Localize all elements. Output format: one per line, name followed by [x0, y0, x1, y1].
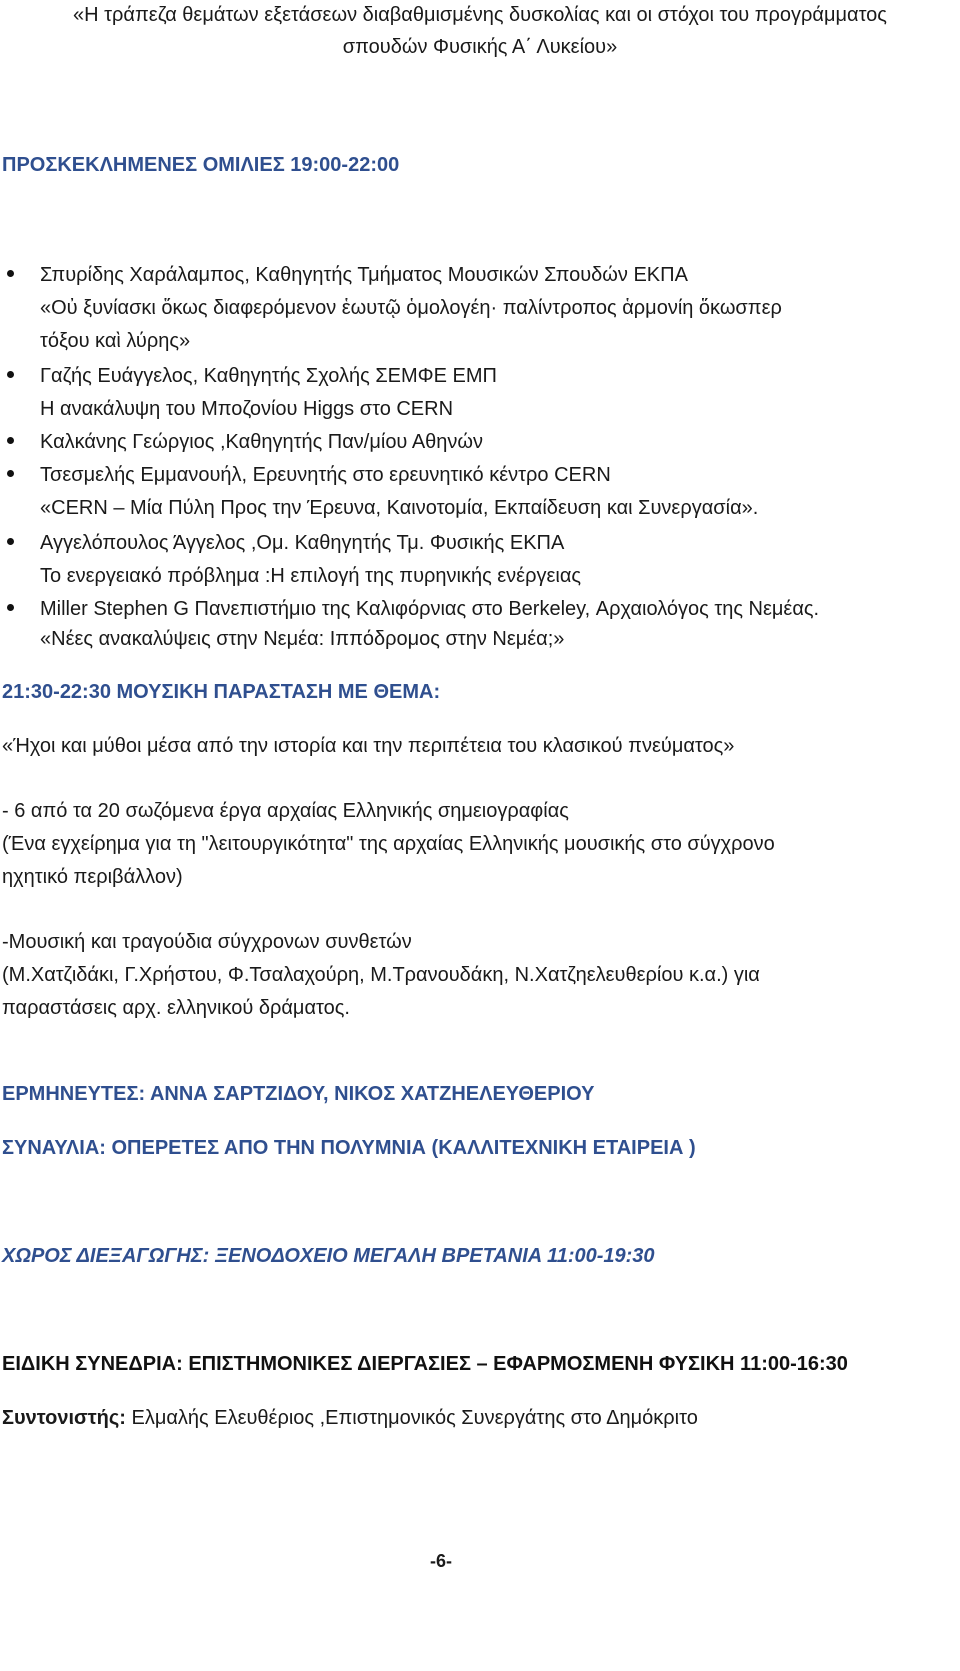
- speaker-5: Αγγελόπουλος Άγγελος ,Ομ. Καθηγητής Τμ. Φυσικής ΕΚΠΑ: [40, 532, 565, 554]
- music-part1-line-3: ηχητικό περιβάλλον): [2, 866, 183, 888]
- music-part1-line-1: - 6 από τα 20 σωζόμενα έργα αρχαίας Ελληνικής σημειογραφίας: [2, 800, 569, 822]
- bullet-icon: [7, 437, 14, 444]
- music-theme: «Ήχοι και μύθοι μέσα από την ιστορία και την περιπέτεια του κλασικού πνεύματος»: [2, 735, 735, 757]
- coordinator-value: Ελμαλής Ελευθέριος ,Επιστημονικός Συνεργάτης στο Δημόκριτο: [125, 1407, 698, 1429]
- performers-line: ΕΡΜΗΝΕΥΤΕΣ: ΑΝΝΑ ΣΑΡΤΖΙΔΟΥ, ΝΙΚΟΣ ΧΑΤΖΗΕΛΕΥΘΕΡΙΟΥ: [2, 1083, 595, 1105]
- music-part2-line-3: παραστάσεις αρχ. ελληνικού δράματος.: [2, 997, 350, 1019]
- concert-line: ΣΥΝΑΥΛΙΑ: ΟΠΕΡΕΤΕΣ ΑΠΟ ΤΗΝ ΠΟΛΥΜΝΙΑ (ΚΑΛΛΙΤΕΧΝΙΚΗ ΕΤΑΙΡΕΙΑ ): [2, 1137, 696, 1159]
- music-part2-line-2: (Μ.Χατζιδάκι, Γ.Χρήστου, Φ.Τσαλαχούρη, Μ.Τρανουδάκη, Ν.Χατζηελευθερίου κ.α.) για: [2, 964, 760, 986]
- talk-1-line-2: τόξου καὶ λύρης»: [40, 330, 191, 352]
- talk-1-line-1: «Οὐ ξυνίασκι ὅκως διαφερόμενον ἑωυτῷ ὁμολογέη· παλίντροπος ἁρμονίη ὅκωσπερ: [40, 297, 782, 319]
- bullet-icon: [7, 371, 14, 378]
- speaker-2: Γαζής Ευάγγελος, Καθηγητής Σχολής ΣΕΜΦΕ ΕΜΠ: [40, 365, 497, 387]
- music-part2-line-1: -Μουσική και τραγούδια σύγχρονων συνθετών: [2, 931, 412, 953]
- invited-talks-heading: ΠΡΟΣΚΕΚΛΗΜΕΝΕΣ ΟΜΙΛΙΕΣ 19:00-22:00: [2, 154, 400, 176]
- venue-line: [2, 1243, 655, 1269]
- bullet-icon: [7, 538, 14, 545]
- talk-5: Το ενεργειακό πρόβλημα :Η επιλογή της πυρηνικής ενέργειας: [40, 565, 582, 587]
- speaker-4: Τσεσμελής Εμμανουήλ, Ερευνητής στο ερευνητικό κέντρο CERN: [40, 464, 611, 486]
- talk-6: «Νέες ανακαλύψεις στην Νεμέα: Ιππόδρομος στην Νεμέα;»: [40, 628, 565, 650]
- venue-text: ΧΩΡΟΣ ΔΙΕΞΑΓΩΓΗΣ: ΞΕΝΟΔΟΧΕΙΟ ΜΕΓΑΛΗ ΒΡΕΤΑΝΙΑ 11:00-19:30: [2, 1245, 655, 1267]
- music-heading: 21:30-22:30 ΜΟΥΣΙΚΗ ΠΑΡΑΣΤΑΣΗ ΜΕ ΘΕΜΑ:: [2, 681, 441, 703]
- coordinator-label: Συντονιστής:: [2, 1407, 126, 1429]
- music-part1-line-2: (Ένα εγχείρημα για τη "λειτουργικότητα" της αρχαίας Ελληνικής μουσικής στο σύγχρονο: [2, 833, 775, 855]
- page-number: -6-: [430, 1551, 452, 1571]
- bullet-icon: [7, 604, 14, 611]
- speaker-6: Miller Stephen G Πανεπιστήμιο της Καλιφόρνιας στο Berkeley, Αρχαιολόγος της Νεμέας.: [40, 598, 820, 620]
- document-title-line-2: σπουδών Φυσικής Α΄ Λυκείου»: [342, 36, 618, 58]
- speaker-1: Σπυρίδης Χαράλαμπος, Καθηγητής Τμήματος Μουσικών Σπουδών ΕΚΠΑ: [40, 264, 688, 286]
- talk-4: «CERN – Μία Πύλη Προς την Έρευνα, Καινοτομία, Εκπαίδευση και Συνεργασία».: [40, 497, 759, 519]
- speaker-3: Καλκάνης Γεώργιος ,Καθηγητής Παν/μίου Αθηνών: [40, 431, 484, 453]
- coordinator-line: [2, 1405, 698, 1431]
- talk-2: Η ανακάλυψη του Μποζονίου Higgs στο CERN: [40, 398, 454, 420]
- document-title-line-1: «Η τράπεζα θεμάτων εξετάσεων διαβαθμισμένης δυσκολίας και οι στόχοι του προγράμματος: [73, 4, 887, 26]
- bullet-icon: [7, 470, 14, 477]
- special-session-heading: ΕΙΔΙΚΗ ΣΥΝΕΔΡΙΑ: ΕΠΙΣΤΗΜΟΝΙΚΕΣ ΔΙΕΡΓΑΣΙΕΣ – ΕΦΑΡΜΟΣΜΕΝΗ ΦΥΣΙΚΗ 11:00-16:30: [2, 1353, 848, 1375]
- bullet-icon: [7, 270, 14, 277]
